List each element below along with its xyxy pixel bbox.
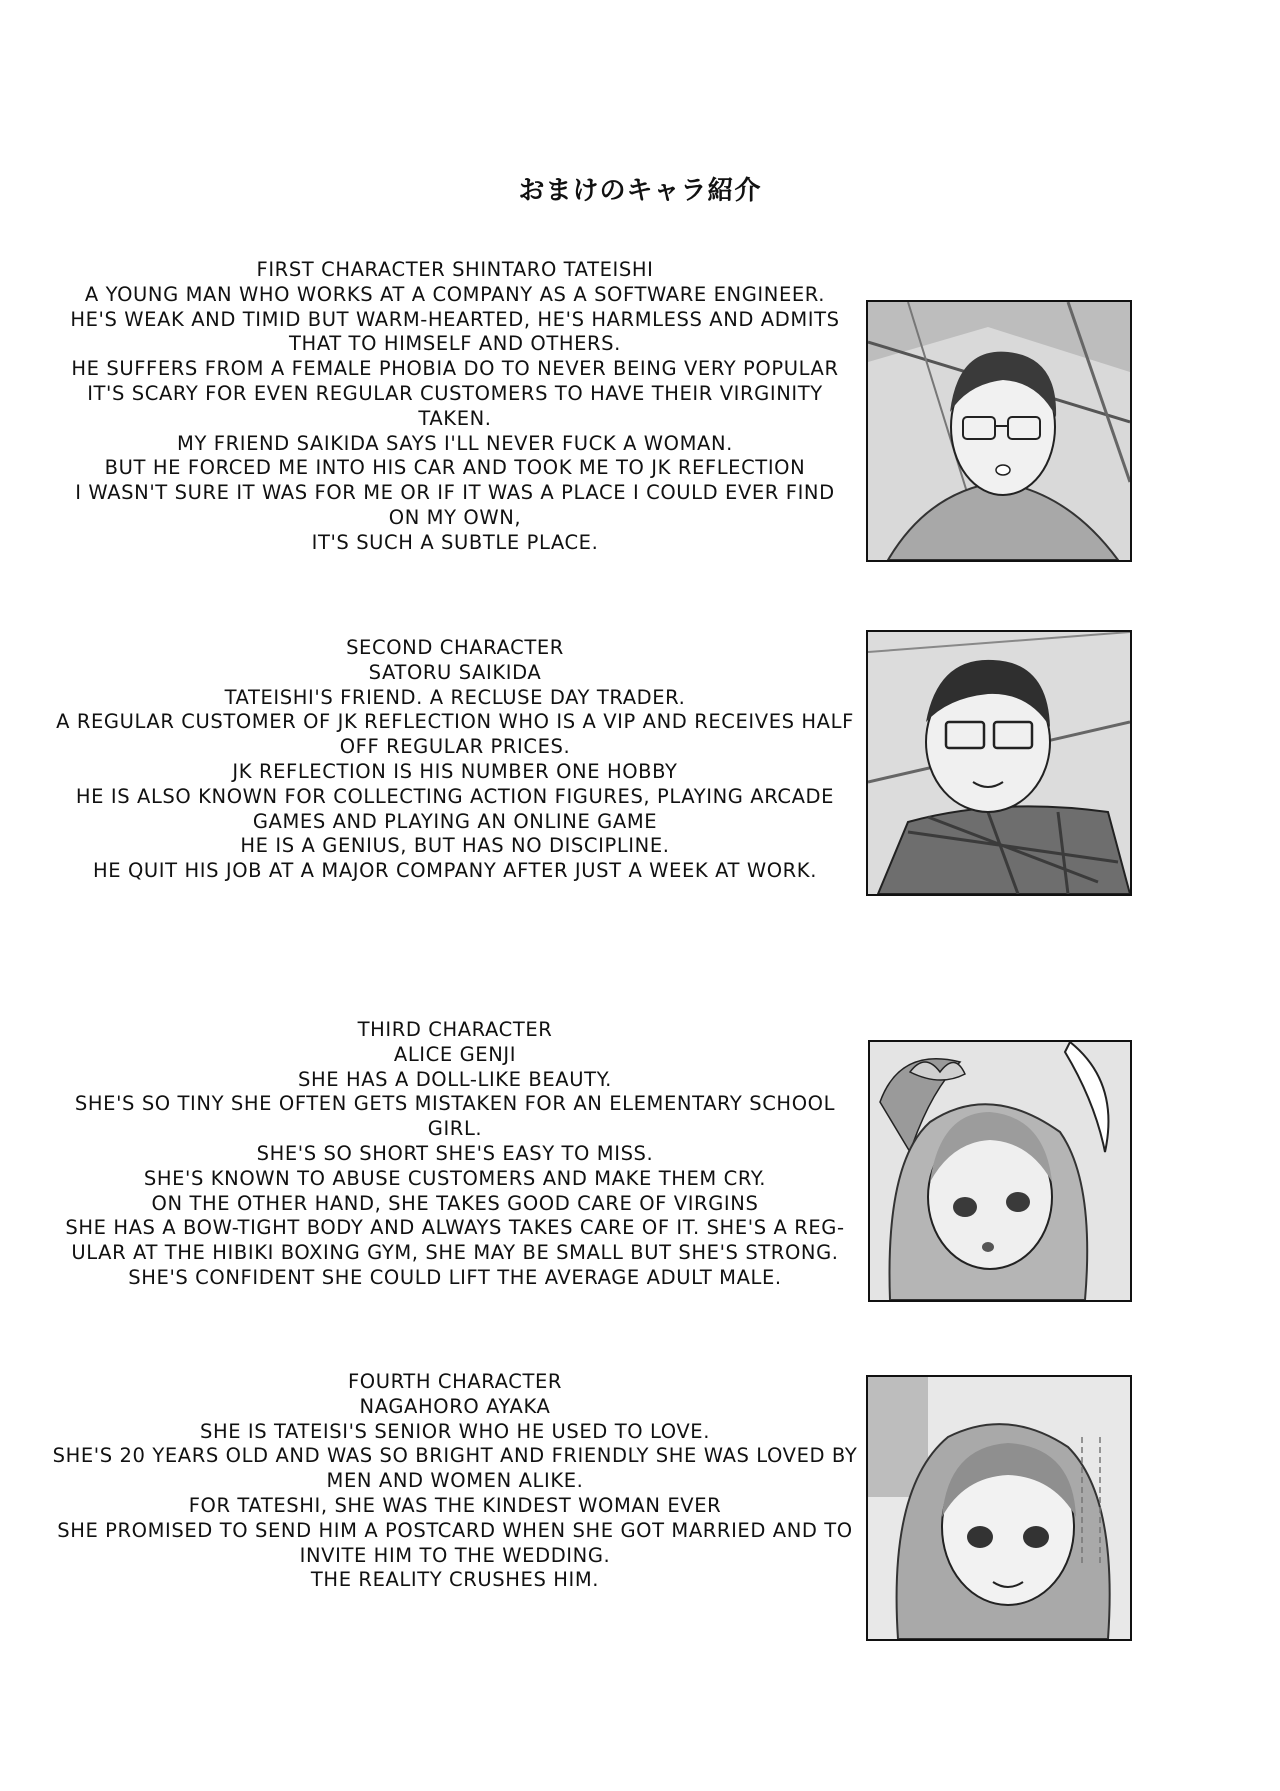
- entry-line: SHE IS TATEISI'S SENIOR WHO HE USED TO LOVE.: [199, 1419, 711, 1443]
- portrait-shintaro-tateishi: [866, 300, 1132, 562]
- entry-line: GIRL.: [427, 1117, 483, 1141]
- portrait-nagahoro-ayaka: [866, 1375, 1132, 1641]
- entry-line: SHE'S KNOWN TO ABUSE CUSTOMERS AND MAKE THEM CRY.: [143, 1166, 767, 1190]
- entry-line: HE IS ALSO KNOWN FOR COLLECTING ACTION FIGURES, PLAYING ARCADE: [75, 784, 835, 808]
- entry-line: SECOND CHARACTER: [346, 636, 564, 659]
- portrait-satoru-saikida: [866, 630, 1132, 896]
- entry-line: SHE'S SO TINY SHE OFTEN GETS MISTAKEN FOR AN ELEMENTARY SCHOOL: [74, 1092, 836, 1116]
- entry-line: MEN AND WOMEN ALIKE.: [326, 1469, 584, 1493]
- entry-line: TATEISHI'S FRIEND. A RECLUSE DAY TRADER.: [224, 685, 686, 709]
- character-entry-4: [30, 1370, 880, 1593]
- entry-line: A YOUNG MAN WHO WORKS AT A COMPANY AS A SOFTWARE ENGINEER.: [84, 282, 826, 306]
- entry-line: HE IS A GENIUS, BUT HAS NO DISCIPLINE.: [240, 834, 670, 858]
- entry-line: THE REALITY CRUSHES HIM.: [310, 1568, 600, 1592]
- entry-line: SHE'S CONFIDENT SHE COULD LIFT THE AVERAGE ADULT MALE.: [128, 1265, 782, 1289]
- entry-line: HE QUIT HIS JOB AT A MAJOR COMPANY AFTER JUST A WEEK AT WORK.: [92, 859, 817, 883]
- page-title: おまけのキャラ紹介: [518, 176, 762, 206]
- entry-line: IT'S SCARY FOR EVEN REGULAR CUSTOMERS TO HAVE THEIR VIRGINITY: [87, 381, 823, 405]
- entry-line: OFF REGULAR PRICES.: [339, 735, 571, 759]
- entry-line: SHE HAS A BOW-TIGHT BODY AND ALWAYS TAKES CARE OF IT. SHE'S A REG-: [65, 1216, 845, 1240]
- entry-line: SHE HAS A DOLL-LIKE BEAUTY.: [298, 1067, 612, 1091]
- entry-line: FOURTH CHARACTER: [347, 1370, 563, 1393]
- character-entry-1: [30, 258, 880, 556]
- entry-line: TAKEN.: [418, 406, 492, 430]
- entry-line: SHE PROMISED TO SEND HIM A POSTCARD WHEN SHE GOT MARRIED AND TO: [57, 1518, 853, 1542]
- entry-line: GAMES AND PLAYING AN ONLINE GAME: [252, 809, 658, 833]
- entry-line: SHE'S SO SHORT SHE'S EASY TO MISS.: [256, 1141, 654, 1165]
- entry-line: INVITE HIM TO THE WEDDING.: [299, 1543, 611, 1567]
- entry-line: HE SUFFERS FROM A FEMALE PHOBIA DO TO NEVER BEING VERY POPULAR: [71, 357, 839, 381]
- character-entry-2: [30, 636, 880, 884]
- entry-line: IT'S SUCH A SUBTLE PLACE.: [311, 530, 599, 554]
- entry-line: SATORU SAIKIDA: [368, 660, 542, 684]
- entry-line: THAT TO HIMSELF AND OTHERS.: [289, 332, 621, 356]
- entry-line: ULAR AT THE HIBIKI BOXING GYM, SHE MAY BE SMALL BUT SHE'S STRONG.: [71, 1241, 839, 1265]
- character-entry-3: [30, 1018, 880, 1291]
- entry-line: ON MY OWN,: [388, 505, 522, 529]
- entry-line: BUT HE FORCED ME INTO HIS CAR AND TOOK ME TO JK REFLECTION: [104, 456, 806, 480]
- entry-line: NAGAHORO AYAKA: [359, 1394, 551, 1418]
- entry-line: FIRST CHARACTER SHINTARO TATEISHI: [256, 258, 654, 281]
- entry-line: JK REFLECTION IS HIS NUMBER ONE HOBBY: [232, 759, 678, 783]
- portrait-alice-genji: [868, 1040, 1132, 1302]
- entry-line: FOR TATESHI, SHE WAS THE KINDEST WOMAN EVER: [188, 1493, 722, 1517]
- entry-line: ALICE GENJI: [393, 1042, 517, 1066]
- entry-line: A REGULAR CUSTOMER OF JK REFLECTION WHO IS A VIP AND RECEIVES HALF: [56, 710, 854, 734]
- entry-line: ON THE OTHER HAND, SHE TAKES GOOD CARE OF VIRGINS: [151, 1191, 759, 1215]
- entry-line: I WASN'T SURE IT WAS FOR ME OR IF IT WAS A PLACE I COULD EVER FIND: [75, 481, 835, 505]
- entry-line: SHE'S 20 YEARS OLD AND WAS SO BRIGHT AND FRIENDLY SHE WAS LOVED BY: [52, 1444, 858, 1468]
- entry-line: HE'S WEAK AND TIMID BUT WARM-HEARTED, HE'S HARMLESS AND ADMITS: [70, 307, 840, 331]
- entry-line: THIRD CHARACTER: [357, 1018, 553, 1041]
- entry-line: MY FRIEND SAIKIDA SAYS I'LL NEVER FUCK A WOMAN.: [177, 431, 733, 455]
